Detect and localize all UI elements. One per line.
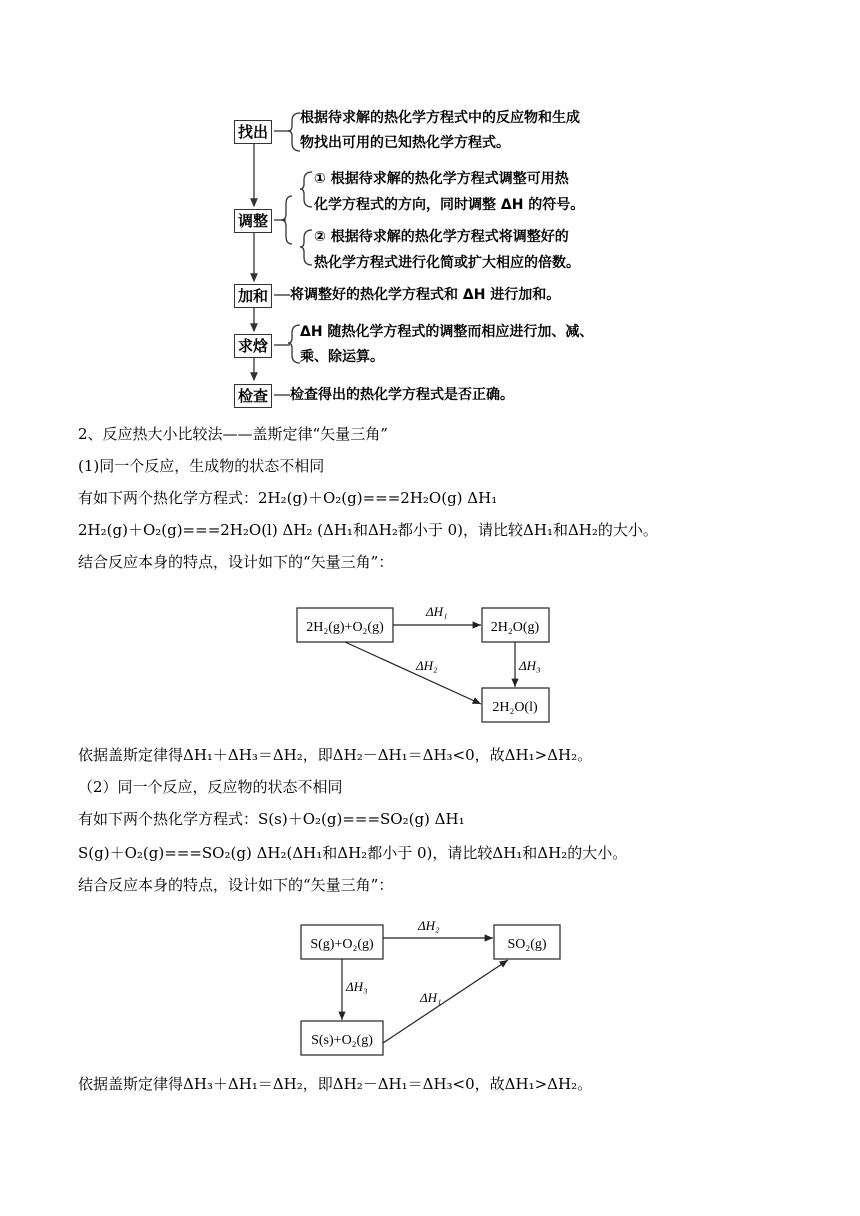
step-adjust-box: 调整 [234, 209, 272, 233]
step-sum-desc: 将调整好的热化学方程式和 ΔH 进行加和。 [290, 287, 561, 303]
diagram2-arrow-h1 [383, 960, 508, 1043]
step-enthalpy-desc-2: 乘、除运算。 [300, 349, 384, 365]
diagram2-label-h2: ΔH₂ [418, 918, 440, 933]
case1-conclusion: 依据盖斯定律得ΔH₁＋ΔH₃＝ΔH₂，即ΔH₂－ΔH₁＝ΔH₃<0，故ΔH₁>ΔH₂。 [78, 746, 593, 764]
diagram2-label-h3: ΔH₃ [346, 979, 368, 994]
step-adjust-desc-2a: ② 根据待求解的热化学方程式将调整好的 [314, 229, 569, 245]
step-enthalpy-box: 求焓 [234, 334, 272, 358]
diagram1-label-h1: ΔH₁ [426, 604, 448, 619]
diagram1-arrow-h2 [345, 642, 481, 704]
step-find-desc-2: 物找出可用的已知热化学方程式。 [300, 135, 510, 151]
case2-equation-2: S(g)＋O₂(g)===SO₂(g) ΔH₂(ΔH₁和ΔH₂都小于 0)，请比较ΔH₁和ΔH₂的大小。 [78, 844, 628, 862]
case2-design-text: 结合反应本身的特点，设计如下的“矢量三角”： [78, 876, 394, 894]
step-adjust-desc-2b: 热化学方程式进行化简或扩大相应的倍数。 [314, 255, 580, 271]
step-check-box: 检查 [234, 384, 272, 408]
case1-equation-2: 2H₂(g)＋O₂(g)===2H₂O(l) ΔH₂ (ΔH₁和ΔH₂都小于 0)，请比较ΔH₁和ΔH₂的大小。 [78, 521, 658, 539]
vector-triangle-diagram-2 [290, 910, 580, 1060]
step-adjust-desc-1a: ① 根据待求解的热化学方程式调整可用热 [314, 171, 569, 187]
case2-conclusion: 依据盖斯定律得ΔH₃＋ΔH₁＝ΔH₂，即ΔH₂－ΔH₁＝ΔH₃<0，故ΔH₁>ΔH₂。 [78, 1075, 593, 1093]
step-check-desc: 检查得出的热化学方程式是否正确。 [290, 387, 514, 403]
step-find-desc-1: 根据待求解的热化学方程式中的反应物和生成 [300, 110, 580, 126]
diagram1-node-b: 2H₂O(g) [490, 620, 540, 635]
case1-equation-1: 有如下两个热化学方程式：2H₂(g)＋O₂(g)===2H₂O(g) ΔH₁ [78, 489, 498, 507]
diagram1-node-a: 2H₂(g)+O₂(g) [306, 620, 384, 635]
step-enthalpy-desc-1: ΔH 随热化学方程式的调整而相应进行加、减、 [300, 324, 594, 340]
case1-title: (1)同一个反应，生成物的状态不相同 [78, 457, 325, 475]
diagram2-node-a: S(g)+O₂(g) [310, 937, 374, 952]
case2-title: （2）同一个反应，反应物的状态不相同 [78, 778, 343, 796]
diagram2-label-h1: ΔH₁ [420, 990, 442, 1005]
diagram2-node-b: SO₂(g) [507, 937, 547, 952]
step-find-box: 找出 [234, 120, 272, 144]
diagram2-node-c: S(s)+O₂(g) [311, 1033, 373, 1048]
step-adjust-desc-1b: 化学方程式的方向，同时调整 ΔH 的符号。 [314, 197, 585, 213]
case1-design-text: 结合反应本身的特点，设计如下的“矢量三角”： [78, 553, 394, 571]
diagram1-label-h3: ΔH₃ [519, 658, 541, 673]
diagram1-label-h2: ΔH₂ [416, 658, 438, 673]
step-sum-box: 加和 [234, 284, 272, 308]
case2-equation-1: 有如下两个热化学方程式：S(s)＋O₂(g)===SO₂(g) ΔH₁ [78, 810, 465, 828]
diagram1-node-c: 2H₂O(l) [492, 700, 538, 715]
vector-triangle-diagram-1 [280, 588, 580, 738]
section-heading: 2、反应热大小比较法——盖斯定律“矢量三角” [78, 425, 388, 443]
